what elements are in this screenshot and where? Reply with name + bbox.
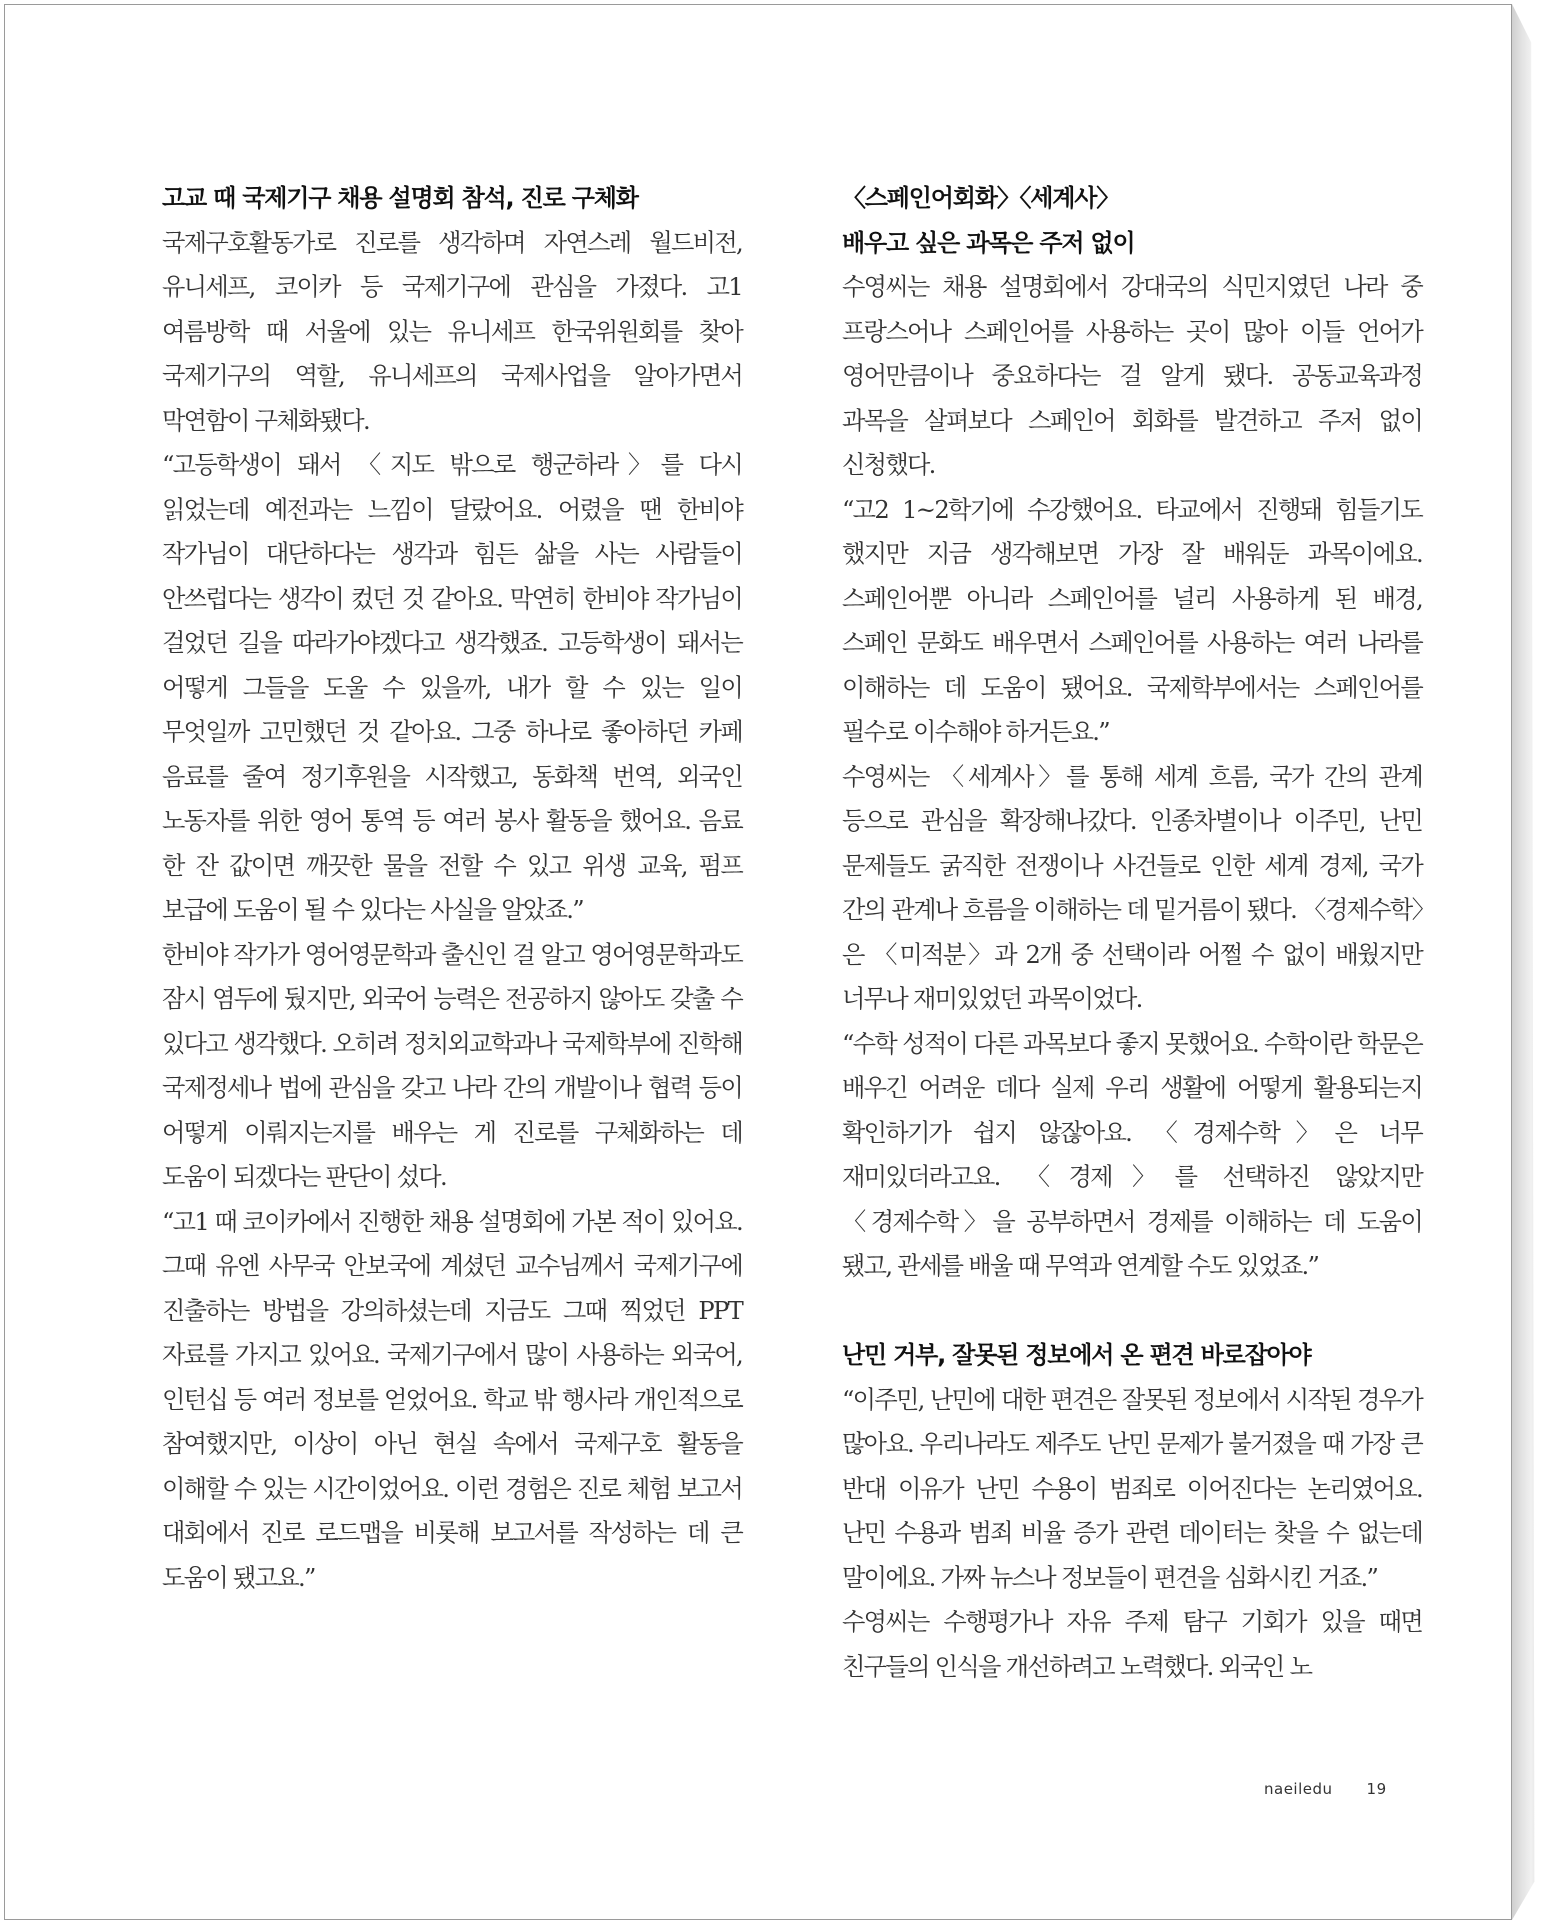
paragraph: 한비야 작가가 영어영문학과 출신인 걸 알고 영어영문학과도 잠시 염두에 뒀지만, 외국어 능력은 전공하지 않아도 갖출 수 있다고 생각했다. 오히려 정치외교학과나 국제학부에 진학해 국제정세나 법에 관심을 갖고 나라 간의 개발이나 협력 등이 어떻게 이뤄지는지를 배우는 게 진로를 구체화하는 데 도움이 되겠다는 판단이 섰다.: [162, 940, 742, 1191]
section-heading-subjects-line2: 배우고 싶은 과목은 주저 없이: [842, 228, 1135, 257]
right-column: [842, 176, 1422, 1689]
section-heading-career: 고교 때 국제기구 채용 설명회 참석, 진로 구체화: [162, 184, 638, 212]
page-number: 19: [1366, 1780, 1387, 1798]
paragraph: 수영씨는 수행평가나 자유 주제 탐구 기회가 있을 때면 친구들의 인식을 개선하려고 노력했다. 외국인 노: [842, 1608, 1422, 1681]
left-column: [162, 176, 742, 1600]
paragraph: “고2 1~2학기에 수강했어요. 타교에서 진행돼 힘들기도 했지만 지금 생각해보면 가장 잘 배워둔 과목이에요. 스페인어뿐 아니라 스페인어를 널리 사용하게 된 배경, 스페인 문화도 배우면서 스페인어를 사용하는 여러 나라를 이해하는 데 도움이 됐어요. 국제학부에서는 스페인어를 필수로 이수해야 하거든요.”: [842, 495, 1422, 746]
paragraph: 수영씨는 채용 설명회에서 강대국의 식민지였던 나라 중 프랑스어나 스페인어를 사용하는 곳이 많아 이들 언어가 영어만큼이나 중요하다는 걸 알게 됐다. 공동교육과정 과목을 살펴보다 스페인어 회화를 발견하고 주저 없이 신청했다.: [842, 273, 1422, 479]
paragraph: “고1 때 코이카에서 진행한 채용 설명회에 가본 적이 있어요. 그때 유엔 사무국 안보국에 계셨던 교수님께서 국제기구에 진출하는 방법을 강의하셨는데 지금도 그때 찍었던 PPT 자료를 가지고 있어요. 국제기구에서 많이 사용하는 외국어, 인턴십 등 여러 정보를 얻었어요. 학교 밖 행사라 개인적으로 참여했지만, 이상이 아닌 현실 속에서 국제구호 활동을 이해할 수 있는 시간이었어요. 이런 경험은 진로 체험 보고서 대회에서 진로 로드맵을 비롯해 보고서를 작성하는 데 큰 도움이 됐고요.”: [162, 1207, 742, 1592]
paragraph: 수영씨는 〈세계사〉를 통해 세계 흐름, 국가 간의 관계 등으로 관심을 확장해나갔다. 인종차별이나 이주민, 난민 문제들도 굵직한 전쟁이나 사건들로 인한 세계 경제, 국가 간의 관계나 흐름을 이해하는 데 밑거름이 됐다. 〈경제수학〉은 〈미적분〉과 2개 중 선택이라 어쩔 수 없이 배웠지만 너무나 재미있었던 과목이었다.: [842, 762, 1422, 1013]
paragraph: “수학 성적이 다른 과목보다 좋지 못했어요. 수학이란 학문은 배우긴 어려운 데다 실제 우리 생활에 어떻게 활용되는지 확인하기가 쉽지 않잖아요. 〈경제수학〉은 너무 재미있더라고요. 〈경제〉를 선택하진 않았지만 〈경제수학〉을 공부하면서 경제를 이해하는 데 도움이 됐고, 관세를 배울 때 무역과 연계할 수도 있었죠.”: [842, 1029, 1422, 1280]
footer-brand: naeiledu: [1264, 1780, 1333, 1798]
paragraph: 국제구호활동가로 진로를 생각하며 자연스레 월드비전, 유니세프, 코이카 등 국제기구에 관심을 가졌다. 고1 여름방학 때 서울에 있는 유니세프 한국위원회를 찾아 국제기구의 역할, 유니세프의 국제사업을 알아가면서 막연함이 구체화됐다.: [162, 228, 742, 435]
section-heading-refugees: 난민 거부, 잘못된 정보에서 온 편견 바로잡아야: [842, 1341, 1311, 1369]
paragraph: “고등학생이 돼서 〈지도 밖으로 행군하라〉를 다시 읽었는데 예전과는 느낌이 달랐어요. 어렸을 땐 한비야 작가님이 대단하다는 생각과 힘든 삶을 사는 사람들이 안쓰럽다는 생각이 컸던 것 같아요. 막연히 한비야 작가님이 걸었던 길을 따라가야겠다고 생각했죠. 고등학생이 돼서는 어떻게 그들을 도울 수 있을까, 내가 할 수 있는 일이 무엇일까 고민했던 것 같아요. 그중 하나로 좋아하던 카페 음료를 줄여 정기후원을 시작했고, 동화책 번역, 외국인 노동자를 위한 영어 통역 등 여러 봉사 활동을 했어요. 음료 한 잔 값이면 깨끗한 물을 전할 수 있고 위생 교육, 펌프 보급에 도움이 될 수 있다는 사실을 알았죠.”: [162, 451, 742, 924]
section-heading-subjects-line1: 〈스페인어회화〉〈세계사〉: [842, 184, 1120, 212]
page-footer: [1264, 1780, 1387, 1798]
page-edge-shadow: [1512, 4, 1544, 1920]
paragraph: “이주민, 난민에 대한 편견은 잘못된 정보에서 시작된 경우가 많아요. 우리나라도 제주도 난민 문제가 불거졌을 때 가장 큰 반대 이유가 난민 수용이 범죄로 이어진다는 논리였어요. 난민 수용과 범죄 비율 증가 관련 데이터는 찾을 수 없는데 말이에요. 가짜 뉴스나 정보들이 편견을 심화시킨 거죠.”: [842, 1385, 1422, 1592]
section-spacer: [842, 1289, 1422, 1334]
